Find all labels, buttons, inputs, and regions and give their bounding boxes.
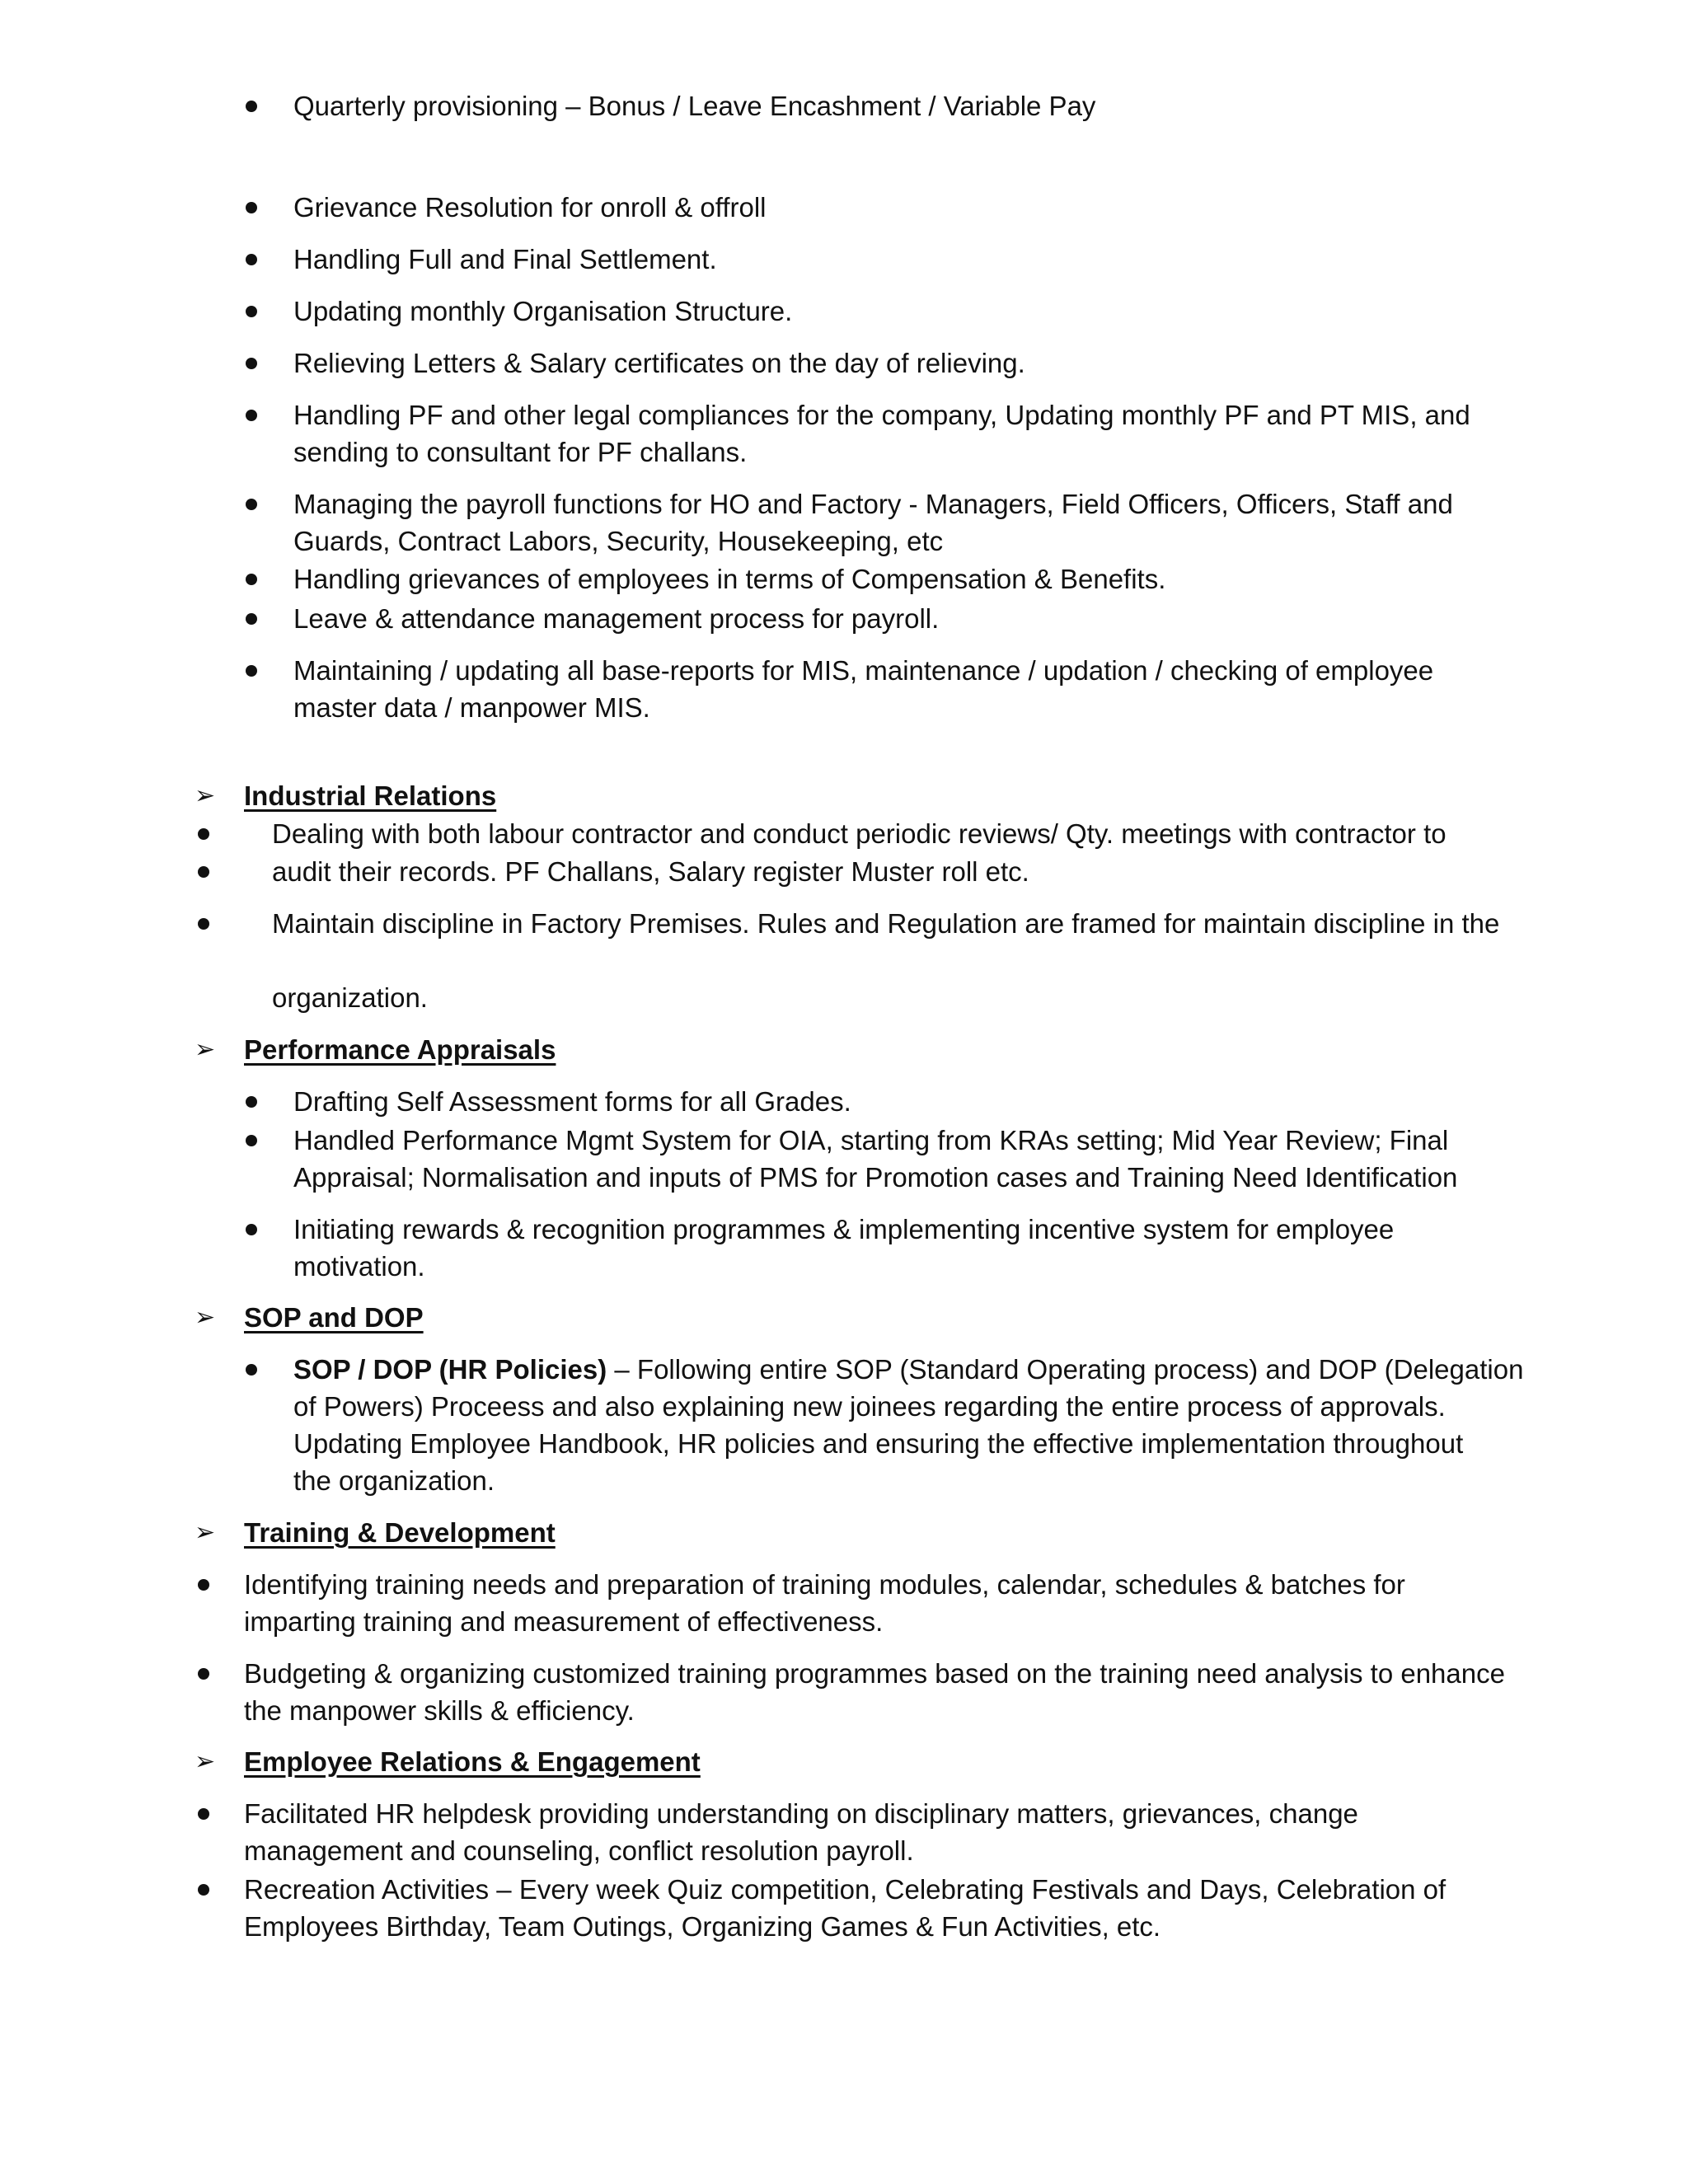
list-item: Maintaining / updating all base-reports for MIS, maintenance / updation / checking of employee <box>293 655 1434 686</box>
bullet-icon <box>246 574 257 585</box>
bullet-icon <box>246 101 257 112</box>
list-item: Grievance Resolution for onroll & offroll <box>293 192 767 223</box>
list-item: Drafting Self Assessment forms for all Grades. <box>293 1086 851 1117</box>
bullet-icon <box>198 1668 209 1680</box>
bullet-icon <box>198 866 209 878</box>
bullet-icon <box>246 499 257 510</box>
bullet-icon <box>198 1884 209 1896</box>
list-item-continued: Appraisal; Normalisation and inputs of PMS for Promotion cases and Training Need Identification <box>293 1162 1458 1193</box>
bullet-icon <box>198 828 209 840</box>
list-item <box>293 1352 1523 1388</box>
list-item: Budgeting & organizing customized training programmes based on the training need analysis to enhance <box>244 1658 1505 1689</box>
list-item: Quarterly provisioning – Bonus / Leave Encashment / Variable Pay <box>293 91 1096 121</box>
arrow-bullet-icon: ➢ <box>195 1519 216 1546</box>
bullet-icon <box>198 1579 209 1591</box>
list-item: Facilitated HR helpdesk providing understanding on disciplinary matters, grievances, change <box>244 1798 1358 1829</box>
bullet-icon <box>246 254 257 265</box>
bullet-icon <box>246 1364 257 1376</box>
list-item-continued: the organization. <box>293 1465 495 1496</box>
bullet-icon <box>198 1808 209 1820</box>
bullet-icon <box>246 665 257 677</box>
list-item: Handling grievances of employees in terms of Compensation & Benefits. <box>293 564 1166 594</box>
list-item-continued: imparting training and measurement of effectiveness. <box>244 1606 884 1637</box>
list-item: Identifying training needs and preparation of training modules, calendar, schedules & batches for <box>244 1569 1405 1600</box>
list-item: Handled Performance Mgmt System for OIA, starting from KRAs setting; Mid Year Review; Final <box>293 1125 1449 1155</box>
section-heading: SOP and DOP <box>244 1302 424 1333</box>
list-item: Handling PF and other legal compliances for the company, Updating monthly PF and PT MIS, and <box>293 400 1470 430</box>
list-item-text: – Following entire SOP (Standard Operating process) and DOP (Delegation <box>607 1354 1524 1385</box>
list-item: Initiating rewards & recognition programmes & implementing incentive system for employee <box>293 1214 1395 1244</box>
list-item: Managing the payroll functions for HO and Factory - Managers, Field Officers, Officers, Staff and <box>293 489 1453 519</box>
list-item-continued: the manpower skills & efficiency. <box>244 1695 635 1726</box>
bullet-icon <box>246 1096 257 1108</box>
list-item-continued: Guards, Contract Labors, Security, Housekeeping, etc <box>293 526 944 556</box>
bold-lead: SOP / DOP (HR Policies) <box>293 1354 607 1385</box>
bullet-icon <box>246 358 257 369</box>
arrow-bullet-icon: ➢ <box>195 782 216 809</box>
list-item-continued: organization. <box>272 982 428 1013</box>
bullet-icon <box>198 918 209 930</box>
list-item-continued: Updating Employee Handbook, HR policies and ensuring the effective implementation throughout <box>293 1428 1464 1459</box>
bullet-icon <box>246 1135 257 1146</box>
list-item-continued: management and counseling, conflict resolution payroll. <box>244 1835 914 1866</box>
list-item: Handling Full and Final Settlement. <box>293 244 717 274</box>
arrow-bullet-icon: ➢ <box>195 1036 216 1063</box>
section-heading: Industrial Relations <box>244 780 497 811</box>
bullet-icon <box>246 1224 257 1235</box>
list-item-continued: sending to consultant for PF challans. <box>293 437 748 467</box>
arrow-bullet-icon: ➢ <box>195 1748 216 1775</box>
list-item-continued: audit their records. PF Challans, Salary register Muster roll etc. <box>272 856 1029 887</box>
bullet-icon <box>246 306 257 317</box>
section-heading: Performance Appraisals <box>244 1034 556 1065</box>
bullet-icon <box>246 202 257 213</box>
section-heading: Training & Development <box>244 1517 556 1548</box>
bullet-icon <box>246 613 257 625</box>
list-item: Updating monthly Organisation Structure. <box>293 296 793 326</box>
list-item: Leave & attendance management process for payroll. <box>293 603 940 634</box>
list-item-continued: Employees Birthday, Team Outings, Organizing Games & Fun Activities, etc. <box>244 1911 1161 1942</box>
list-item-continued: motivation. <box>293 1251 425 1282</box>
list-item-continued: master data / manpower MIS. <box>293 692 650 723</box>
list-item: Maintain discipline in Factory Premises. Rules and Regulation are framed for maintain discipline in the <box>272 908 1500 939</box>
list-item: Dealing with both labour contractor and conduct periodic reviews/ Qty. meetings with contractor to <box>272 818 1447 849</box>
bullet-icon <box>246 410 257 421</box>
section-heading: Employee Relations & Engagement <box>244 1746 701 1777</box>
list-item: Recreation Activities – Every week Quiz competition, Celebrating Festivals and Days, Celebration of <box>244 1874 1447 1905</box>
list-item-continued: of Powers) Proceess and also explaining new joinees regarding the entire process of approvals. <box>293 1391 1446 1422</box>
list-item: Relieving Letters & Salary certificates on the day of relieving. <box>293 348 1025 378</box>
arrow-bullet-icon: ➢ <box>195 1304 216 1331</box>
